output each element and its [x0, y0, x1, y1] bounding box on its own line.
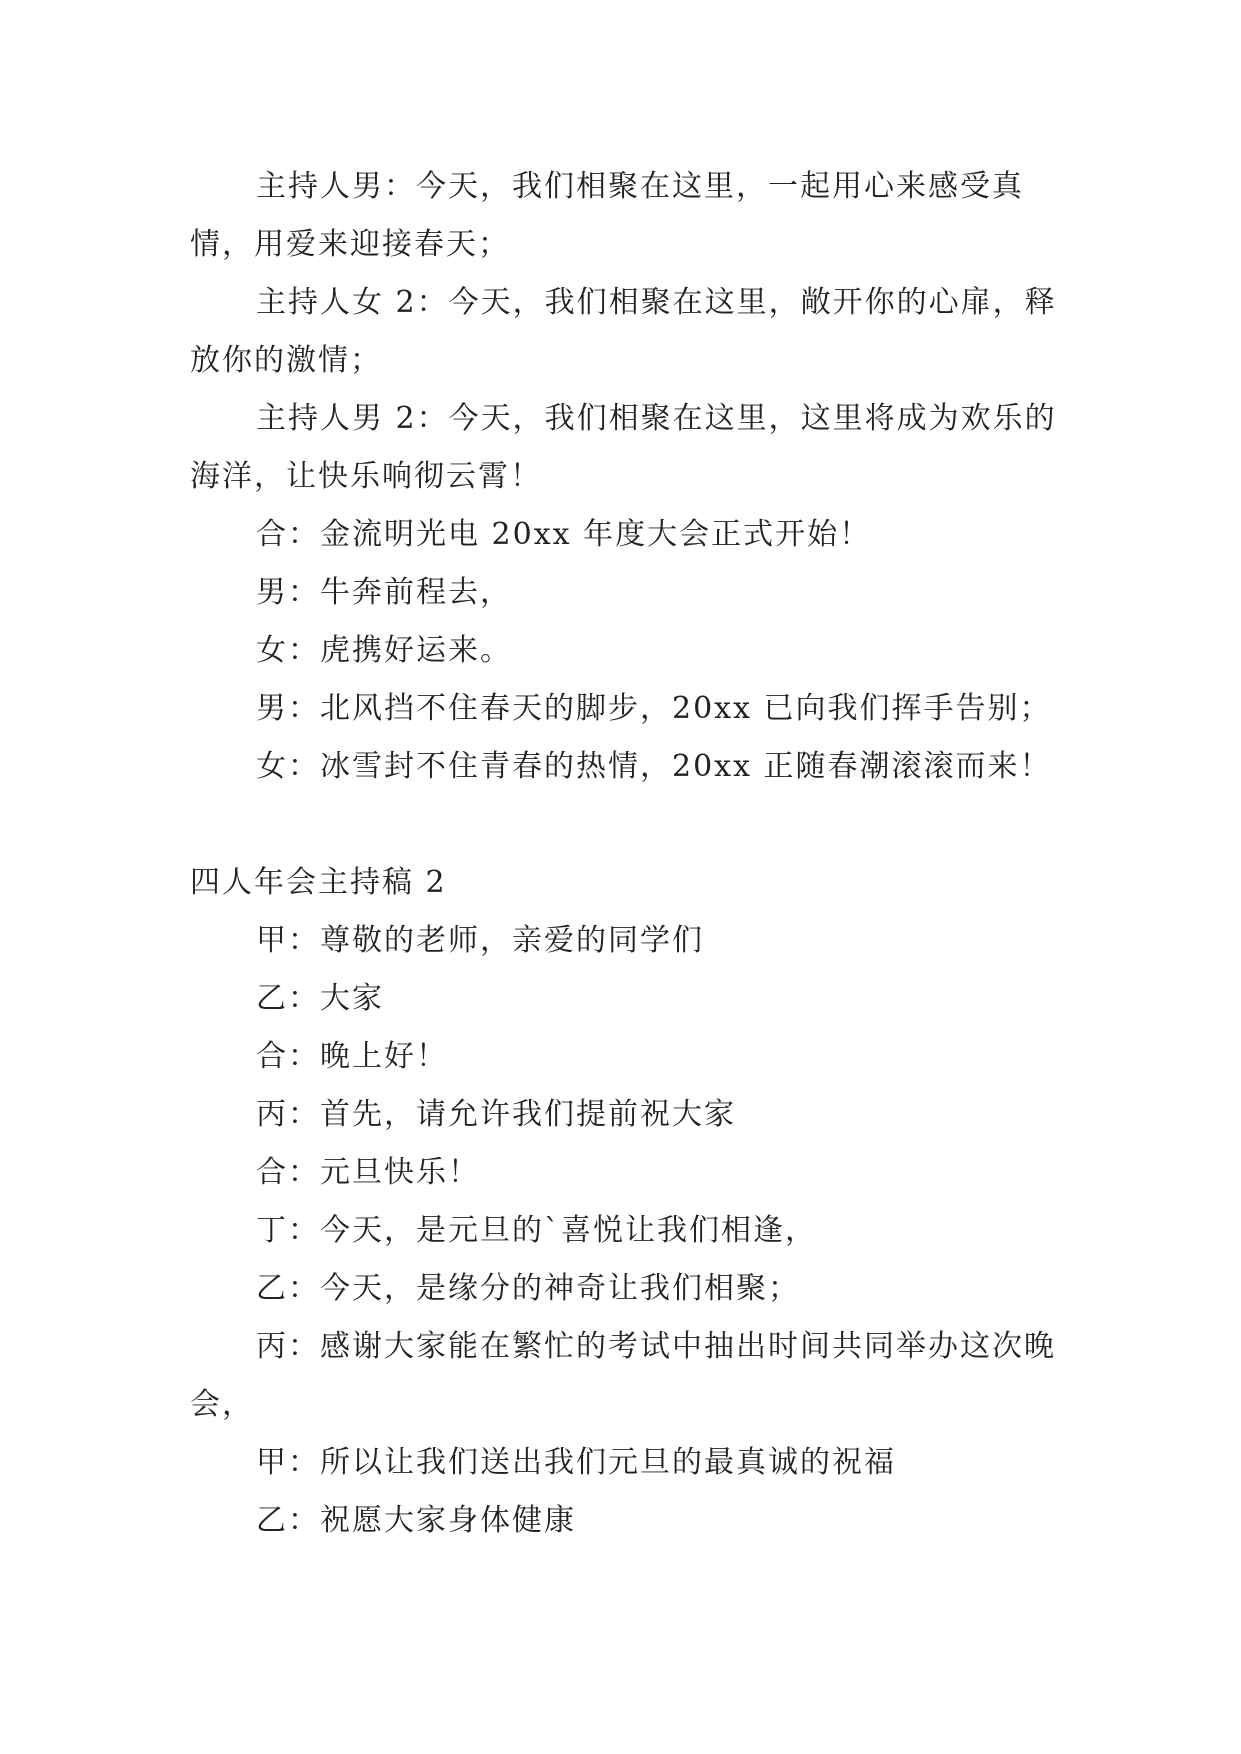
paragraph: 合：元旦快乐！: [256, 1155, 480, 1190]
paragraph: 甲：尊敬的老师，亲爱的同学们: [256, 923, 704, 958]
paragraph: 丙：感谢大家能在繁忙的考试中抽出时间共同举办这次晚会，: [190, 1329, 1056, 1422]
paragraph: 主持人男：今天，我们相聚在这里，一起用心来感受真情，用爱来迎接春天；: [190, 169, 1024, 262]
paragraph: 合：金流明光电 20xx 年度大会正式开始！: [256, 517, 872, 552]
paragraph: 合：晚上好！: [256, 1039, 448, 1074]
paragraph: 男：牛奔前程去，: [256, 575, 512, 610]
paragraph: 丙：首先，请允许我们提前祝大家: [256, 1097, 736, 1132]
paragraph: 甲：所以让我们送出我们元旦的最真诚的祝福: [256, 1445, 896, 1480]
paragraph: 乙：今天，是缘分的神奇让我们相聚；: [256, 1271, 800, 1306]
paragraph: 女：冰雪封不住青春的热情，20xx 正随春潮滚滚而来！: [256, 749, 1052, 784]
paragraph: 丁：今天，是元旦的`喜悦让我们相逢，: [256, 1213, 817, 1248]
document-body: [190, 158, 1070, 1550]
paragraph: 乙：大家: [256, 981, 384, 1016]
paragraph: 乙：祝愿大家身体健康: [256, 1503, 576, 1538]
section-heading: 四人年会主持稿 2: [190, 865, 447, 900]
paragraph: 主持人男 2：今天，我们相聚在这里，这里将成为欢乐的海洋，让快乐响彻云霄！: [190, 401, 1057, 494]
paragraph: 女：虎携好运来。: [256, 633, 512, 668]
paragraph: 男：北风挡不住春天的脚步，20xx 已向我们挥手告别；: [256, 691, 1052, 726]
paragraph: 主持人女 2：今天，我们相聚在这里，敞开你的心扉，释放你的激情；: [190, 285, 1057, 378]
